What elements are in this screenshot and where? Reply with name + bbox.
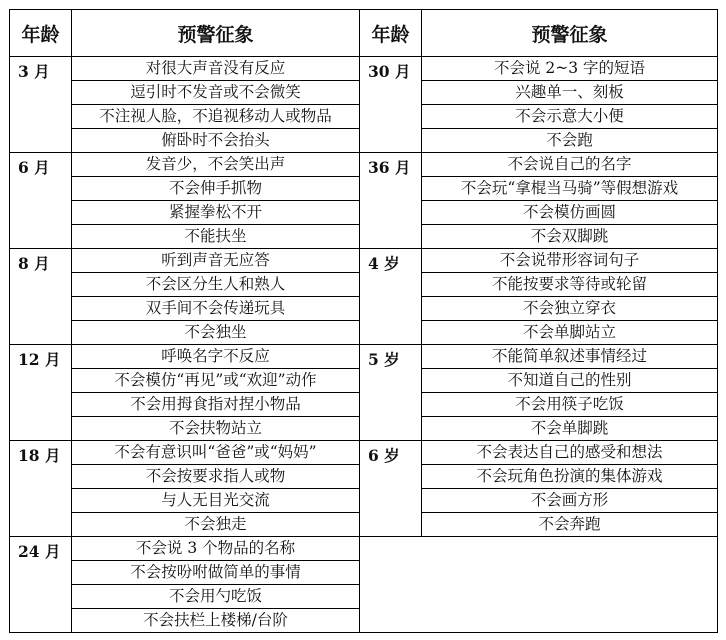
sign-cell: 不会用拇食指对捏小物品 [72, 393, 360, 417]
sign-cell: 俯卧时不会抬头 [72, 129, 360, 153]
sign-cell: 不会奔跑 [422, 513, 718, 537]
sign-cell: 不会玩角色扮演的集体游戏 [422, 465, 718, 489]
sign-cell: 不会按要求指人或物 [72, 465, 360, 489]
age-cell: 6 月 [10, 153, 72, 249]
age-cell: 8 月 [10, 249, 72, 345]
sign-cell: 不会说自己的名字 [422, 153, 718, 177]
table-row [10, 345, 718, 369]
sign-cell: 不会按吩咐做简单的事情 [72, 561, 360, 585]
age-cell: 24 月 [10, 537, 72, 633]
sign-cell: 不能简单叙述事情经过 [422, 345, 718, 369]
sign-cell: 呼唤名字不反应 [72, 345, 360, 369]
header-age-right: 年龄 [360, 10, 422, 57]
age-cell: 6 岁 [360, 441, 422, 537]
table-row [10, 537, 718, 561]
table-row [10, 249, 718, 273]
header-age-left: 年龄 [10, 10, 72, 57]
warning-signs-table [9, 9, 718, 633]
sign-cell: 不能扶坐 [72, 225, 360, 249]
sign-cell: 不会双脚跳 [422, 225, 718, 249]
sign-cell: 不会模仿“再见”或“欢迎”动作 [72, 369, 360, 393]
sign-cell: 不会扶栏上楼梯/台阶 [72, 609, 360, 633]
sign-cell: 不会表达自己的感受和想法 [422, 441, 718, 465]
table-body [10, 57, 718, 633]
empty-cell [360, 537, 718, 633]
age-cell: 4 岁 [360, 249, 422, 345]
sign-cell: 与人无目光交流 [72, 489, 360, 513]
sign-cell: 不会用勺吃饭 [72, 585, 360, 609]
age-cell: 36 月 [360, 153, 422, 249]
sign-cell: 逗引时不发音或不会微笑 [72, 81, 360, 105]
sign-cell: 不会伸手抓物 [72, 177, 360, 201]
sign-cell: 不会跑 [422, 129, 718, 153]
sign-cell: 不会说 2~3 字的短语 [422, 57, 718, 81]
age-cell: 18 月 [10, 441, 72, 537]
sign-cell: 不知道自己的性别 [422, 369, 718, 393]
sign-cell: 不会示意大小便 [422, 105, 718, 129]
sign-cell: 不会单脚跳 [422, 417, 718, 441]
age-cell: 5 岁 [360, 345, 422, 441]
table-row [10, 153, 718, 177]
sign-cell: 不会模仿画圆 [422, 201, 718, 225]
sign-cell: 紧握拳松不开 [72, 201, 360, 225]
table-row [10, 441, 718, 465]
sign-cell: 对很大声音没有反应 [72, 57, 360, 81]
age-cell: 12 月 [10, 345, 72, 441]
sign-cell: 不会说带形容词句子 [422, 249, 718, 273]
sign-cell: 不会独立穿衣 [422, 297, 718, 321]
sign-cell: 不会单脚站立 [422, 321, 718, 345]
sign-cell: 双手间不会传递玩具 [72, 297, 360, 321]
sign-cell: 不会有意识叫“爸爸”或“妈妈” [72, 441, 360, 465]
sign-cell: 听到声音无应答 [72, 249, 360, 273]
sign-cell: 不会区分生人和熟人 [72, 273, 360, 297]
sign-cell: 不会说 3 个物品的名称 [72, 537, 360, 561]
sign-cell: 不会独走 [72, 513, 360, 537]
header-row [10, 10, 718, 57]
header-signs-right: 预警征象 [422, 10, 718, 57]
sign-cell: 不会独坐 [72, 321, 360, 345]
sign-cell: 不会用筷子吃饭 [422, 393, 718, 417]
sign-cell: 发音少，不会笑出声 [72, 153, 360, 177]
sign-cell: 不会画方形 [422, 489, 718, 513]
table-row [10, 57, 718, 81]
sign-cell: 兴趣单一、刻板 [422, 81, 718, 105]
sign-cell: 不会扶物站立 [72, 417, 360, 441]
sign-cell: 不注视人脸，不追视移动人或物品 [72, 105, 360, 129]
age-cell: 30 月 [360, 57, 422, 153]
header-signs-left: 预警征象 [72, 10, 360, 57]
sign-cell: 不能按要求等待或轮留 [422, 273, 718, 297]
sign-cell: 不会玩“拿棍当马骑”等假想游戏 [422, 177, 718, 201]
age-cell: 3 月 [10, 57, 72, 153]
